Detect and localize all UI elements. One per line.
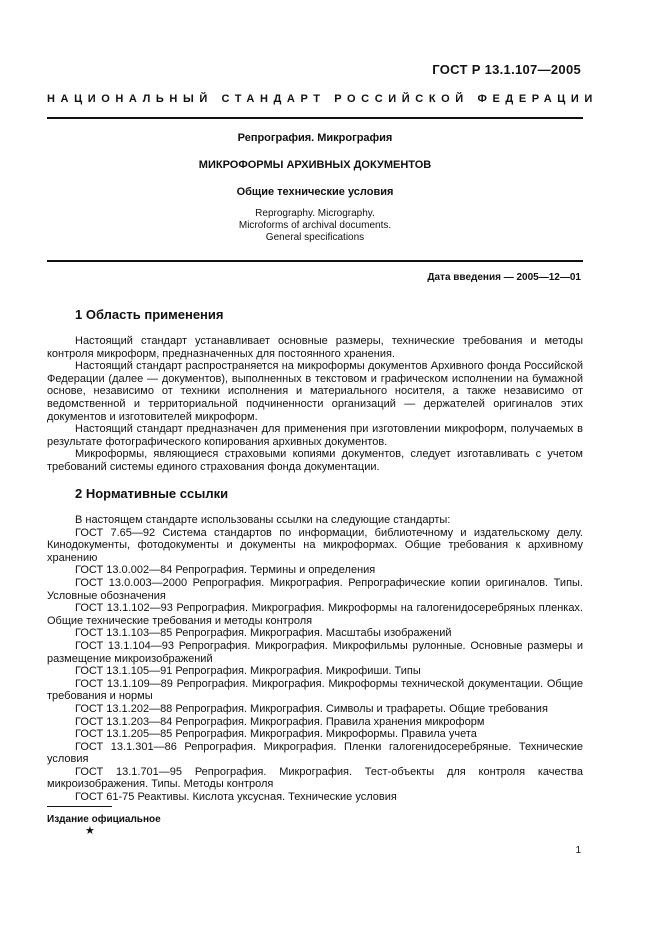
paragraph-lead: В настоящем стандарте использованы ссылки на следующие стандарты: <box>75 514 451 526</box>
reference-item: ГОСТ 13.1.104—93 Репрография. Микрография. Микрофильмы рулонные. Основные размеры и размещение микроизображений <box>47 639 583 665</box>
introduction-date: Дата введения — 2005—12—01 <box>427 272 581 283</box>
title-main: МИКРОФОРМЫ АРХИВНЫХ ДОКУМЕНТОВ <box>198 159 432 171</box>
section-2-heading: 2 Нормативные ссылки <box>75 486 229 501</box>
reference-item: ГОСТ 13.1.105—91 Репрография. Микрография. Микрофиши. Типы <box>75 665 421 678</box>
reference-item: ГОСТ 61-75 Реактивы. Кислота уксусная. Технические условия <box>75 791 397 804</box>
document-number: ГОСТ Р 13.1.107—2005 <box>432 62 581 77</box>
reference-item: ГОСТ 13.1.103—85 Репрография. Микрография. Масштабы изображений <box>75 627 452 640</box>
title-sub: Общие технические условия <box>236 186 394 198</box>
paragraph: Настоящий стандарт устанавливает основные размеры, технические требования и методы контроля микроформ, предназначенных для постоянного хранения. <box>47 335 583 360</box>
edition-label: Издание официальное <box>47 814 161 825</box>
footer-divider <box>47 806 112 807</box>
paragraph: Настоящий стандарт распространяется на микроформы документов Архивного фонда Российской Федерации (далее — документов), выполненных в текстовом и графическом исполнении на бумажной основе, независимо от техники исполнения и материального носителя, а также независимо от ведомственной и территориальной подчиненности организаций — держателей оригиналов этих документов и изготовителей микроформ. <box>47 360 583 423</box>
reference-item: ГОСТ 13.1.102—93 Репрография. Микрография. Микроформы на галогенидосеребряных пленках. Общие технические требования и методы контроля <box>47 602 583 627</box>
page-number: 1 <box>575 845 581 856</box>
reference-item: ГОСТ 7.65—92 Система стандартов по информации, библиотечному и издательскому делу. Кинодокументы, фотодокументы и документы на микроформах. Общие требования к архивному хранению <box>47 526 583 564</box>
reference-item: ГОСТ 13.1.203—84 Репрография. Микрография. Правила хранения микроформ <box>75 715 485 728</box>
title-english-line-1: Reprography. Micrography. <box>255 208 375 219</box>
reference-item: ГОСТ 13.1.205—85 Репрография. Микрография. Микроформы. Правила учета <box>75 728 477 741</box>
section-2-body <box>47 514 583 804</box>
reference-item: ГОСТ 13.1.109—89 Репрография. Микрография. Микроформы технической документации. Общие требования и нормы <box>47 677 583 703</box>
title-english-line-2: Microforms of archival documents. <box>238 220 392 231</box>
title-block <box>47 127 583 244</box>
paragraph: Микроформы, являющиеся страховыми копиями документов, следует изготавливать с учетом требований системы единого страхования фонда документации. <box>47 448 583 473</box>
star-icon: ★ <box>85 825 95 837</box>
title-divider <box>47 260 583 262</box>
title-english-line-3: General specifications <box>265 232 365 243</box>
reference-item: ГОСТ 13.0.003—2000 Репрография. Микрография. Репрографические копии оригиналов. Типы. Условные обозначения <box>47 576 583 602</box>
section-1-heading: 1 Область применения <box>75 307 224 322</box>
reference-item: ГОСТ 13.1.301—86 Репрография. Микрография. Пленки галогенидосеребряные. Технические условия <box>47 740 583 766</box>
paragraph: Настоящий стандарт предназначен для применения при изготовлении микроформ, получаемых в результате фотографического копирования архивных документов. <box>47 423 583 448</box>
header-divider <box>47 117 583 119</box>
reference-item: ГОСТ 13.0.002—84 Репрография. Термины и определения <box>75 564 376 577</box>
reference-item: ГОСТ 13.1.202—88 Репрография. Микрография. Символы и трафареты. Общие требования <box>75 702 548 715</box>
title-category: Репрография. Микрография <box>237 132 393 144</box>
reference-item: ГОСТ 13.1.701—95 Репрография. Микрография. Тест-объекты для контроля качества микроизображения. Типы. Методы контроля <box>47 765 583 791</box>
standard-type-header: НАЦИОНАЛЬНЫЙ СТАНДАРТ РОССИЙСКОЙ ФЕДЕРАЦИИ <box>47 93 598 105</box>
section-1-body <box>47 335 583 474</box>
